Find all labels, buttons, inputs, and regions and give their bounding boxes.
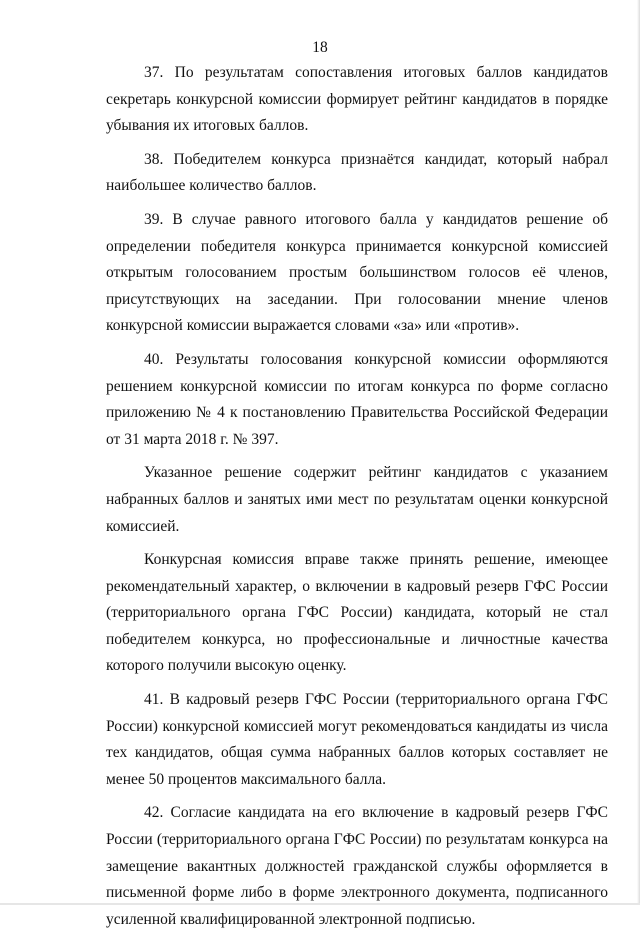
paragraph-38: 38. Победителем конкурса признаётся кандидат, который набрал наибольшее количество баллов. (106, 150, 608, 195)
paragraph-41: 41. В кадровый резерв ГФС России (территориального органа ГФС России) конкурсной комиссией могут рекомендоваться кандидаты из числа тех кандидатов, общая сумма набранных баллов которых составляет не менее 50 процентов максимального балла. (106, 691, 608, 788)
page-number: 18 (312, 39, 328, 56)
paragraph-39: 39. В случае равного итогового балла у кандидатов решение об определении победителя конкурса принимается конкурсной комиссией открытым голосованием простым большинством голосов её членов, присутствующих на заседании. При голосовании мнение членов конкурсной комиссии выражается словами «за» или «против». (106, 210, 608, 335)
paragraph-40: 40. Результаты голосования конкурсной комиссии оформляются решением конкурсной комиссии по итогам конкурса по форме согласно приложению № 4 к постановлению Правительства Российской Федерации от 31 марта 2018 г. № 397. (106, 350, 608, 448)
paragraph-42: 42. Согласие кандидата на его включение в кадровый резерв ГФС России (территориального органа ГФС России) по результатам конкурса на замещение вакантных должностей гражданской службы оформляется в письменной форме либо в форме электронного документа, подписанного усиленной квалифицированной электронной подписью. (106, 804, 608, 928)
paragraph-commission-recommendation: Конкурсная комиссия вправе также принять решение, имеющее рекомендательный характер, о включении в кадровый резерв ГФС России (территориального органа ГФС России) кандидата, который не стал победителем конкурса, но профессиональные и личностные качества которого получили высокую оценку. (106, 551, 608, 675)
paragraph-decision-rating: Указанное решение содержит рейтинг кандидатов с указанием набранных баллов и занятых ими мест по результатам оценки конкурсной комиссией. (106, 464, 608, 535)
paragraph-37: 37. По результатам сопоставления итоговых баллов кандидатов секретарь конкурсной комиссии формирует рейтинг кандидатов в порядке убывания их итоговых баллов. (106, 64, 608, 135)
document-body (106, 60, 608, 933)
